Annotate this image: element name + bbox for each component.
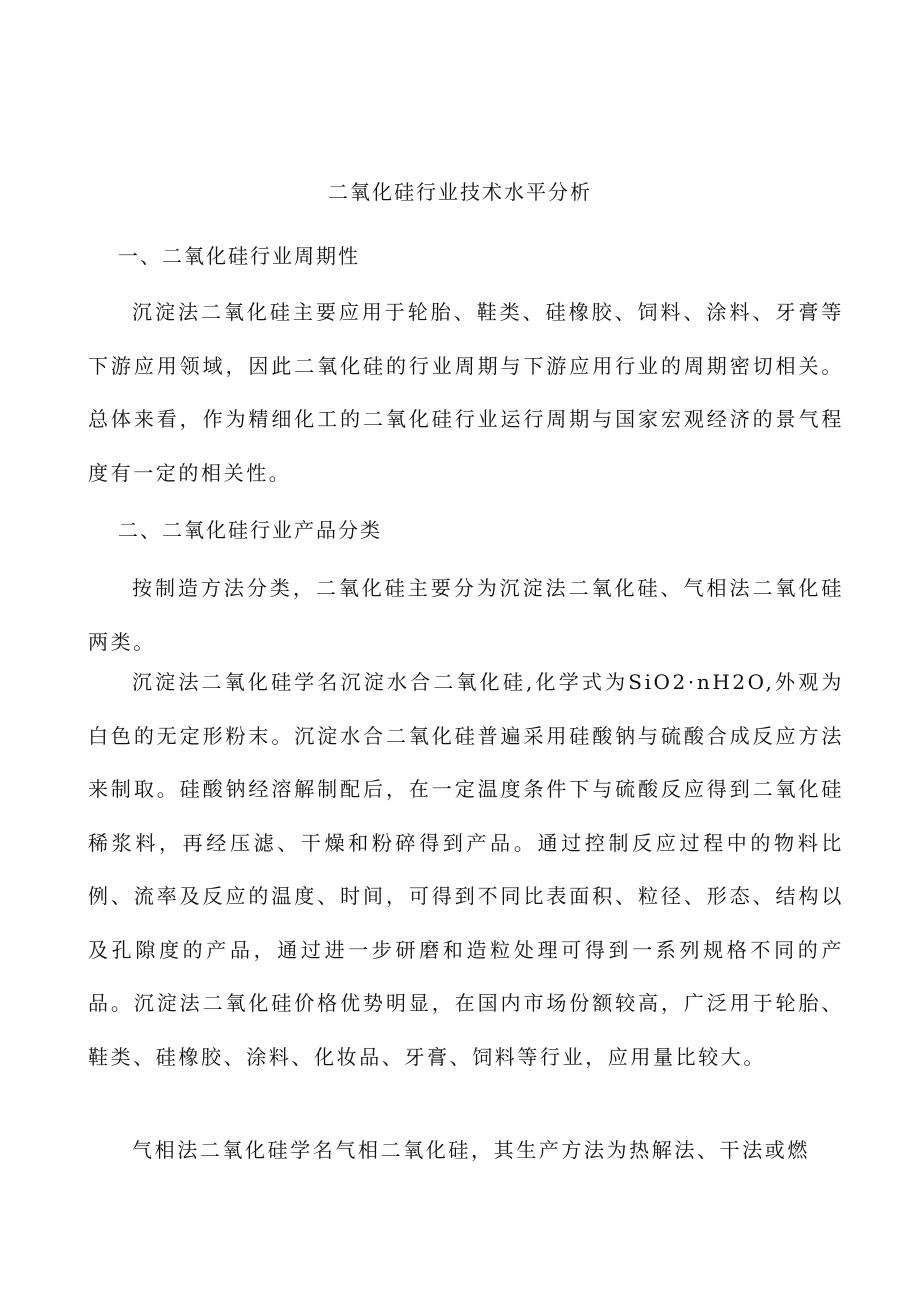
paragraph-precipitated-silica: 沉淀法二氧化硅学名沉淀水合二氧化硅,化学式为SiO2·nH2O,外观为白色的无定形粉末。沉淀水合二氧化硅普遍采用硅酸钠与硫酸合成反应方法来制取。硅酸钠经溶解制配后，在一定温度条件下与硫酸反应得到二氧化硅稀浆料，再经压滤、干燥和粉碎得到产品。通过控制反应过程中的物料比例、流率及反应的温度、时间，可得到不同比表面积、粒径、形态、结构以及孔隙度的产品，通过进一步研磨和造粒处理可得到一系列规格不同的产品。沉淀法二氧化硅价格优势明显，在国内市场份额较高，广泛用于轮胎、鞋类、硅橡胶、涂料、化妆品、牙膏、饲料等行业，应用量比较大。 <box>88 670 844 1069</box>
paragraph-cyclicality: 沉淀法二氧化硅主要应用于轮胎、鞋类、硅橡胶、饲料、涂料、牙膏等下游应用领域，因此二氧化硅的行业周期与下游应用行业的周期密切相关。总体来看，作为精细化工的二氧化硅行业运行周期与国家宏观经济的景气程度有一定的相关性。 <box>88 300 844 485</box>
section-heading-cyclicality: 一、二氧化硅行业周期性 <box>118 244 360 268</box>
document-title: 二氧化硅行业技术水平分析 <box>328 180 592 204</box>
section-heading-classification: 二、二氧化硅行业产品分类 <box>118 518 382 542</box>
paragraph-classification-intro: 按制造方法分类，二氧化硅主要分为沉淀法二氧化硅、气相法二氧化硅两类。 <box>88 576 844 654</box>
paragraph-fumed-silica: 气相法二氧化硅学名气相二氧化硅，其生产方法为热解法、干法或燃 <box>132 1138 810 1162</box>
